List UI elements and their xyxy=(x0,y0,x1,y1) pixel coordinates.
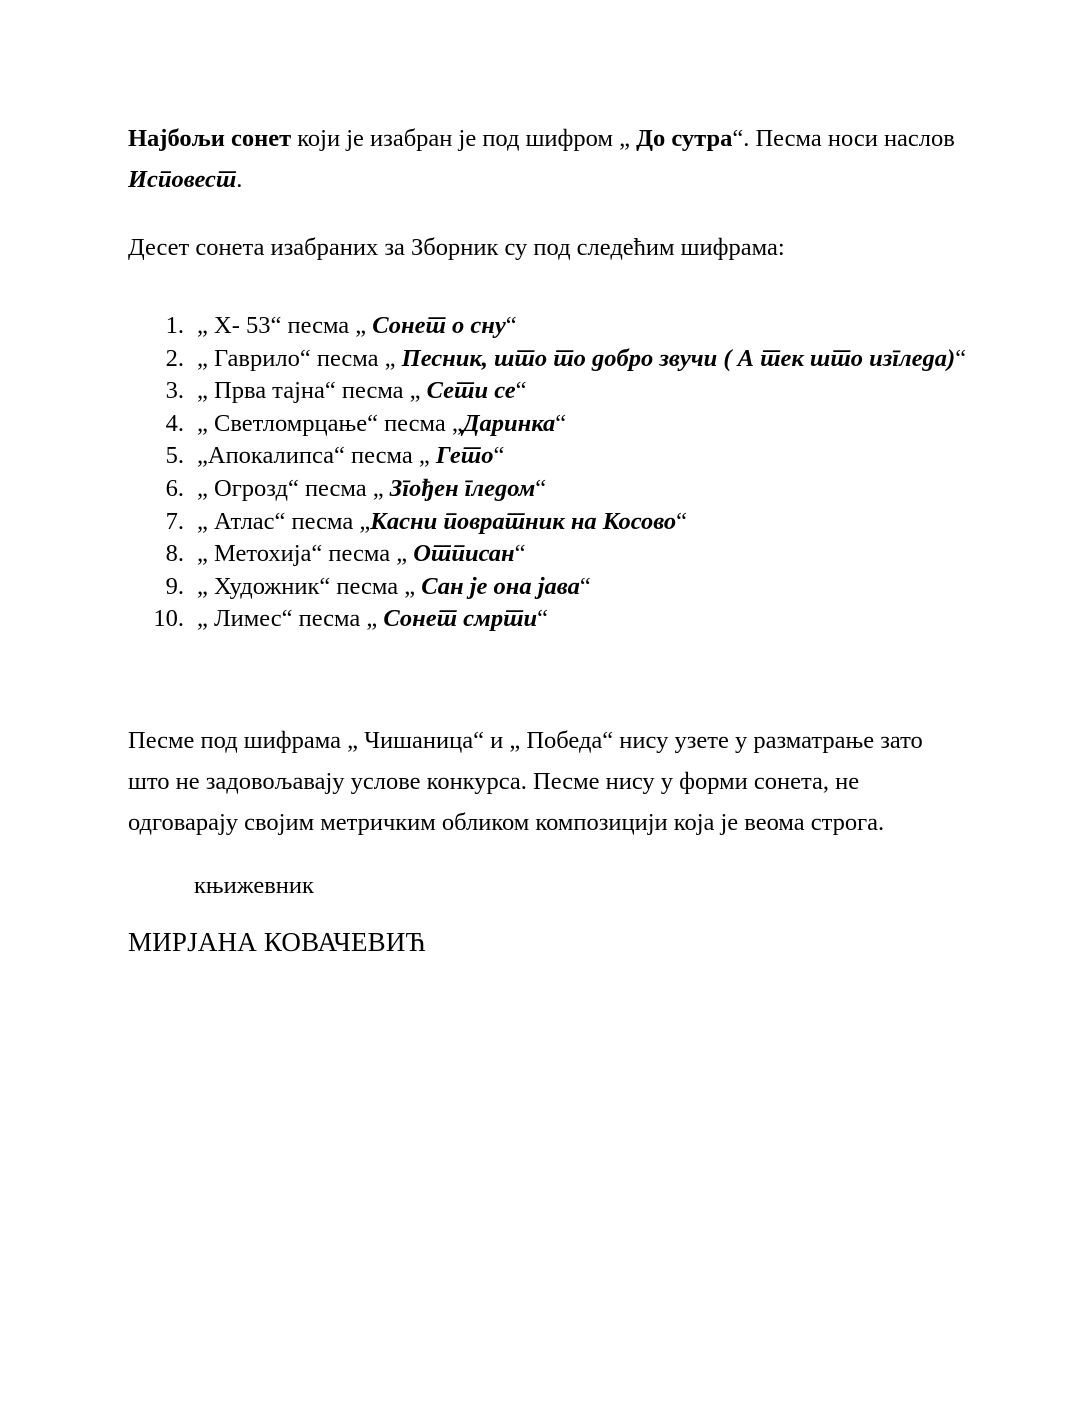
item-close-quote: “ xyxy=(515,377,527,405)
item-close-quote: “ xyxy=(955,344,967,372)
item-title: Сан је она јава xyxy=(421,572,580,600)
item-title: Сети се xyxy=(426,377,516,405)
intro-paragraph xyxy=(128,118,958,200)
selected-codes-list xyxy=(128,310,967,636)
signature-name: МИРЈАНА КОВАЧЕВИЋ xyxy=(128,926,426,957)
item-close-quote: “ xyxy=(514,540,526,568)
item-title: Касни повратник на Косово xyxy=(370,507,677,535)
intro-text-2: “. Песма носи наслов xyxy=(732,125,955,152)
list-item xyxy=(128,538,958,571)
item-code: „ Художник“ песма „ xyxy=(197,572,422,600)
winning-poem-title: Исповест xyxy=(128,166,237,193)
item-close-quote: “ xyxy=(537,605,548,633)
item-title: Згођен гледом xyxy=(389,474,536,502)
item-close-quote: “ xyxy=(493,442,505,470)
selected-codes-block xyxy=(128,310,967,636)
item-close-quote: “ xyxy=(555,409,567,437)
intro-text-3: . xyxy=(236,166,243,193)
item-close-quote: “ xyxy=(535,474,547,502)
item-close-quote: “ xyxy=(505,312,517,339)
list-item xyxy=(128,440,958,473)
list-item xyxy=(128,343,967,376)
item-title: Песник, што то добро звучи ( А тек што изгледа) xyxy=(401,344,956,372)
item-close-quote: “ xyxy=(579,572,591,600)
best-sonnet-label: Најбољи сонет xyxy=(128,125,292,152)
item-close-quote: “ xyxy=(676,507,688,535)
item-code: „ Светломрцање“ песма „ xyxy=(197,409,463,437)
intro-text-1: који је изабран је под шифром „ xyxy=(291,125,637,152)
item-title: Гето xyxy=(435,442,494,470)
signature-role: књижевник xyxy=(194,871,314,899)
list-item xyxy=(128,408,958,441)
item-code: „ Прва тајна“ песма „ xyxy=(197,377,427,405)
item-title: Даринка xyxy=(462,409,556,437)
lead-in-paragraph: Десет сонета изабраних за Зборник су под следећим шифрама: xyxy=(128,234,785,261)
list-item xyxy=(128,603,958,636)
list-item xyxy=(128,571,958,604)
item-title: Сонет смрти xyxy=(383,605,538,633)
winning-code: До сутра xyxy=(636,125,733,152)
item-code: „ X- 53“ песма „ xyxy=(197,312,373,339)
document-body xyxy=(128,118,967,963)
item-code: „ Огрозд“ песма „ xyxy=(197,474,390,502)
item-code: „ Лимес“ песма „ xyxy=(197,605,384,633)
item-code: „ Метохија“ песма „ xyxy=(197,540,414,568)
closing-paragraph: Песме под шифрама „ Чишаница“ и „ Победа“ нису узете у разматрање зато што не задовољавају услове конкурса. Песме нису у форми сонета, не одговарају својим метричким обликом композицији која је веома строга. xyxy=(128,726,923,836)
item-code: „Апокалипса“ песма „ xyxy=(197,442,436,470)
list-item xyxy=(128,375,958,408)
item-title: Сонет о сну xyxy=(372,312,506,339)
item-code: „ Гаврило“ песма „ xyxy=(197,344,402,372)
list-item xyxy=(128,310,958,343)
item-title: Отписан xyxy=(413,540,515,568)
item-code: „ Атлас“ песма „ xyxy=(197,507,371,535)
list-item xyxy=(128,506,958,539)
list-item xyxy=(128,473,958,506)
